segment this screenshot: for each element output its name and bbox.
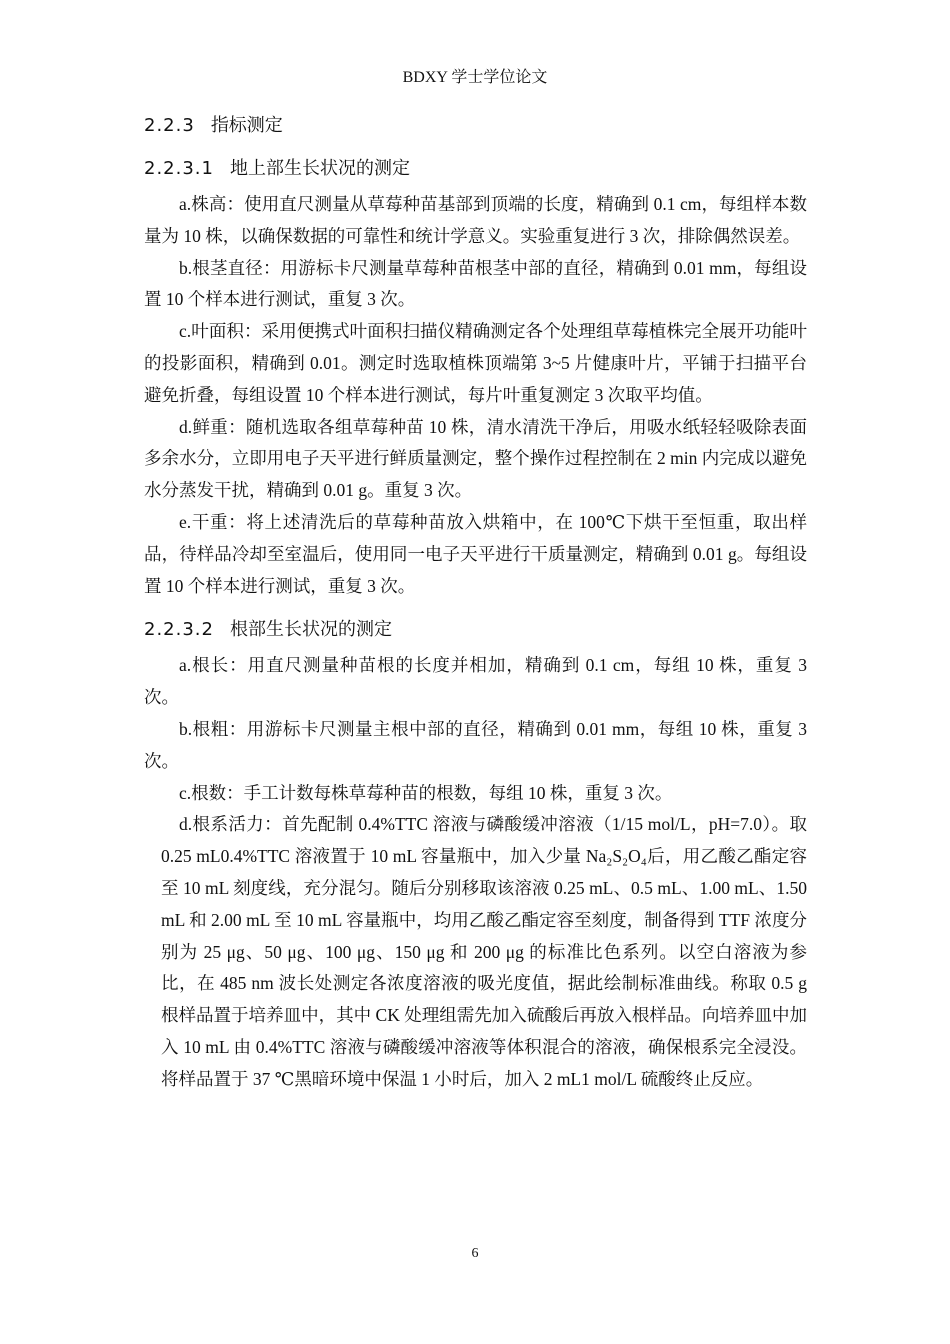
paragraph-root-thickness: b.根粗：用游标卡尺测量主根中部的直径，精确到 0.01 mm，每组 10 株，重复 3 次。 [144, 718, 807, 771]
subsection-number: 2.2.3.2 [144, 619, 214, 641]
paragraph-plant-height: a.株高：使用直尺测量从草莓种苗基部到顶端的长度，精确到 0.1 cm，每组样本数量为 10 株，以确保数据的可靠性和统计学意义。实验重复进行 3 次，排除偶然误差。 [144, 194, 807, 246]
paragraph-fresh-weight: d.鲜重：随机选取各组草莓种苗 10 株，清水清洗干净后，用吸水纸轻轻吸除表面多余水分，立即用电子天平进行鲜质量测定，整个操作过程控制在 2 min 内完成以避免水分蒸发干扰，精确到 0.01 g。重复 3 次。 [144, 416, 807, 501]
paragraph-dry-weight: e.干重：将上述清洗后的草莓种苗放入烘箱中，在 100℃下烘干至恒重，取出样品，待样品冷却至室温后，使用同一电子天平进行干质量测定，精确到 0.01 g。每组设置 10 个样本进行测试，重复 3 次。 [144, 511, 807, 596]
section-heading [144, 114, 807, 138]
subsection-heading-1 [144, 157, 807, 181]
subsection-title: 根部生长状况的测定 [229, 619, 392, 641]
subsection-title: 地上部生长状况的测定 [229, 158, 410, 179]
running-header: BDXY 学士学位论文 [402, 69, 548, 86]
main-content [144, 114, 807, 1096]
section-number: 2.2.3 [144, 115, 195, 136]
subsection-number: 2.2.3.1 [144, 158, 214, 179]
subsection-heading-2 [144, 618, 807, 642]
section-title: 指标测定 [210, 115, 283, 136]
paragraph-root-length: a.根长：用直尺测量种苗根的长度并相加，精确到 0.1 cm，每组 10 株，重复 3 次。 [144, 655, 807, 708]
paragraph-root-vitality: d.根系活力：首先配制 0.4%TTC 溶液与磷酸缓冲溶液（1/15 mol/L，pH=7.0）。取 0.25 mL0.4%TTC 溶液置于 10 mL 容量瓶中，加入少量 Na₂S₂O₄后，用乙酸乙酯定容至 10 mL 刻度线，充分混匀。随后分别移取该溶液 0.25 mL、0.5 mL、1.00 mL、1.50 mL 和 2.00 mL 至 10 mL 容量瓶中，均用乙酸乙酯定容至刻度，制备得到 TTF 浓度分别为 25 μg、50 μg、100 μg、150 μg 和 200 μg 的标准比色系列。以空白溶液为参比，在 485 nm 波长处测定各浓度溶液的吸光度值，据此绘制标准曲线。称取 0.5 g 根样品置于培养皿中，其中 CK 处理组需先加入硫酸后再放入根样品。向培养皿中加入 10 mL 由 0.4%TTC 溶液与磷酸缓冲溶液等体积混合的溶液，确保根系完全浸没。将样品置于 37 ℃黑暗环境中保温 1 小时后，加入 2 mL1 mol/L 硫酸终止反应。 [161, 814, 807, 1089]
paragraph-leaf-area: c.叶面积：采用便携式叶面积扫描仪精确测定各个处理组草莓植株完全展开功能叶的投影面积，精确到 0.01。测定时选取植株顶端第 3~5 片健康叶片，平铺于扫描平台避免折叠，每组设置 10 个样本进行测试，每片叶重复测定 3 次取平均值。 [144, 321, 807, 405]
paragraph-stem-diameter: b.根茎直径：用游标卡尺测量草莓种苗根茎中部的直径，精确到 0.01 mm，每组设置 10 个样本进行测试，重复 3 次。 [144, 257, 807, 310]
page-number: 6 [471, 1246, 479, 1261]
paragraph-root-count: c.根数：手工计数每株草莓种苗的根数，每组 10 株，重复 3 次。 [179, 782, 673, 803]
spacer [144, 602, 807, 618]
